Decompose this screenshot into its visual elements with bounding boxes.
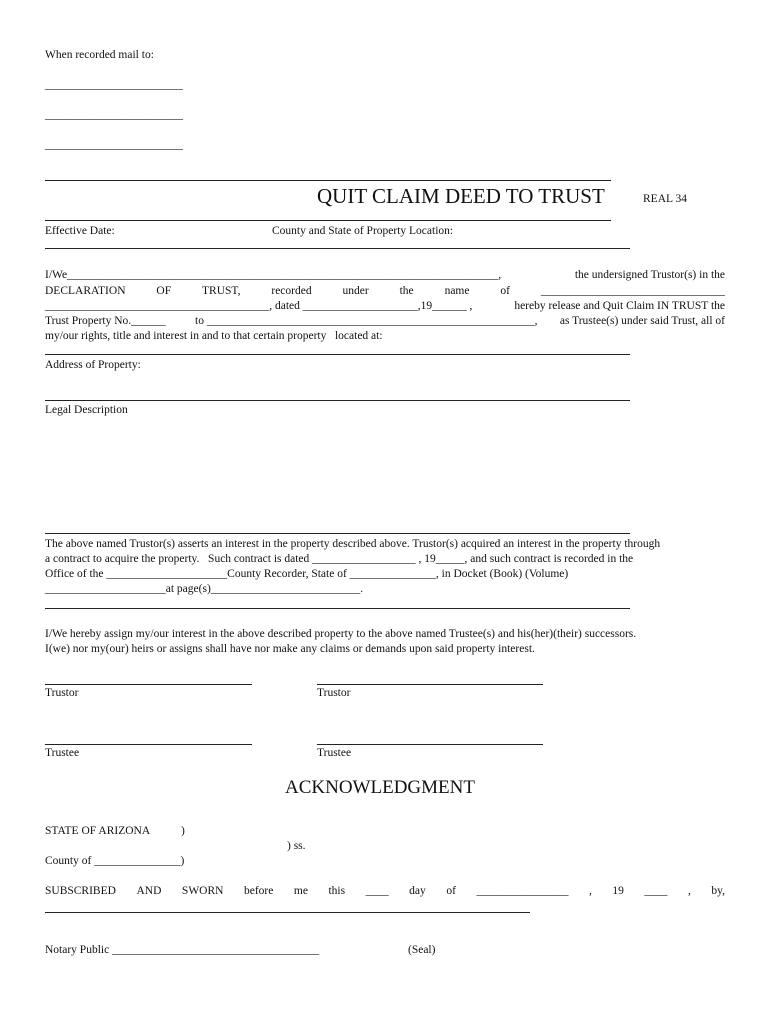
month-field[interactable]: ________________ bbox=[476, 885, 569, 897]
rights-text: my/our rights, title and interest in and to that certain property located at: bbox=[45, 330, 383, 342]
trustor-signature-line-1[interactable] bbox=[45, 684, 252, 685]
day-field[interactable]: ____ bbox=[365, 885, 389, 897]
mail-address-line-2[interactable]: ________________________ bbox=[45, 109, 183, 121]
subscribed-word: 19 bbox=[612, 885, 624, 897]
subscribed-word: by, bbox=[711, 885, 725, 897]
trust-name-field[interactable]: ________________________________ bbox=[540, 285, 725, 297]
trustor-name-field[interactable]: I/We___________________________________________________________________________, bbox=[45, 269, 502, 281]
trustor-signature-line-2[interactable] bbox=[317, 684, 543, 685]
ss-label: ) ss. bbox=[287, 840, 306, 852]
assert-line: Office of the _____________________County Recorder, State of _______________, in Docket (Book) (Volume) bbox=[45, 568, 569, 580]
decl-word: name bbox=[444, 285, 470, 297]
trustor-label-1: Trustor bbox=[45, 687, 79, 699]
subscribed-word: SWORN bbox=[181, 885, 224, 897]
county-state-label: County and State of Property Location: bbox=[272, 225, 454, 237]
section-rule-4 bbox=[45, 533, 630, 534]
decl-word: DECLARATION bbox=[45, 285, 126, 297]
assign-line: I/We hereby assign my/our interest in the above described property to the above named Trustee(s) and his(her)(their) successors. bbox=[45, 628, 637, 640]
trustee-name-field[interactable]: to _________________________________________________________, bbox=[195, 315, 538, 327]
section-rule-3 bbox=[45, 400, 630, 401]
decl-word: the bbox=[399, 285, 414, 297]
trust-property-no-field[interactable]: Trust Property No.______ bbox=[45, 315, 166, 327]
sworn-by-line[interactable] bbox=[45, 912, 530, 913]
section-rule-2 bbox=[45, 354, 630, 355]
mail-address-line-3[interactable]: ________________________ bbox=[45, 139, 183, 151]
trustee-signature-line-2[interactable] bbox=[317, 744, 543, 745]
subscribed-line bbox=[45, 884, 725, 898]
header-top-rule bbox=[45, 180, 611, 181]
decl-word: TRUST, bbox=[202, 285, 241, 297]
subscribed-word: day bbox=[409, 885, 426, 897]
subscribed-word: before bbox=[243, 885, 274, 897]
state-paren: ) bbox=[181, 825, 185, 837]
document-title: QUIT CLAIM DEED TO TRUST bbox=[317, 184, 605, 208]
form-code: REAL 34 bbox=[643, 193, 687, 205]
legal-description-label: Legal Description bbox=[45, 404, 128, 416]
trustee-signature-line-1[interactable] bbox=[45, 744, 252, 745]
state-label: STATE OF ARIZONA bbox=[45, 825, 151, 837]
trustor-label-2: Trustor bbox=[317, 687, 351, 699]
county-field[interactable]: County of _______________) bbox=[45, 855, 185, 867]
effective-date-label: Effective Date: bbox=[45, 225, 115, 237]
mail-to-label: When recorded mail to: bbox=[45, 49, 154, 61]
year-field[interactable]: ____ bbox=[644, 885, 668, 897]
decl-word: OF bbox=[156, 285, 172, 297]
subscribed-word: AND bbox=[136, 885, 162, 897]
release-text: hereby release and Quit Claim IN TRUST the bbox=[514, 300, 725, 312]
trust-date-field[interactable]: _______________________________________, dated ____________________,19______ , bbox=[45, 300, 473, 312]
assert-line: The above named Trustor(s) asserts an interest in the property described above. Trustor(s) acquired an interest in the property through bbox=[45, 538, 661, 550]
acknowledgment-title: ACKNOWLEDGMENT bbox=[285, 777, 475, 798]
dated-line bbox=[45, 299, 725, 313]
assert-line: _____________________at page(s)__________________________. bbox=[45, 583, 364, 595]
assert-line: a contract to acquire the property. Such contract is dated __________________ , 19_____, and such contract is recorded in the bbox=[45, 553, 634, 565]
trustee-text: as Trustee(s) under said Trust, all of bbox=[559, 315, 725, 327]
decl-word: under bbox=[342, 285, 369, 297]
header-bottom-rule bbox=[45, 220, 611, 221]
notary-public-field[interactable]: Notary Public ____________________________________ bbox=[45, 944, 320, 956]
address-label: Address of Property: bbox=[45, 359, 141, 371]
trustee-label-1: Trustee bbox=[45, 747, 80, 759]
assign-line: I(we) nor my(our) heirs or assigns shall have nor make any claims or demands upon said property interest. bbox=[45, 643, 535, 655]
decl-word: recorded bbox=[271, 285, 312, 297]
trustee-label-2: Trustee bbox=[317, 747, 352, 759]
declaration-line bbox=[45, 284, 725, 298]
iwe-line-end: the undersigned Trustor(s) in the bbox=[574, 269, 725, 281]
iwe-line bbox=[45, 268, 725, 282]
decl-word: of bbox=[500, 285, 510, 297]
subscribed-word: , bbox=[687, 885, 691, 897]
subscribed-word: SUBSCRIBED bbox=[45, 885, 116, 897]
subscribed-word: of bbox=[446, 885, 456, 897]
subscribed-word: , bbox=[588, 885, 592, 897]
subscribed-word: me bbox=[293, 885, 308, 897]
mail-address-line-1[interactable]: ________________________ bbox=[45, 79, 183, 91]
seal-label: (Seal) bbox=[408, 944, 436, 956]
subscribed-word: this bbox=[328, 885, 346, 897]
section-rule-1 bbox=[45, 248, 630, 249]
section-rule-5 bbox=[45, 608, 630, 609]
